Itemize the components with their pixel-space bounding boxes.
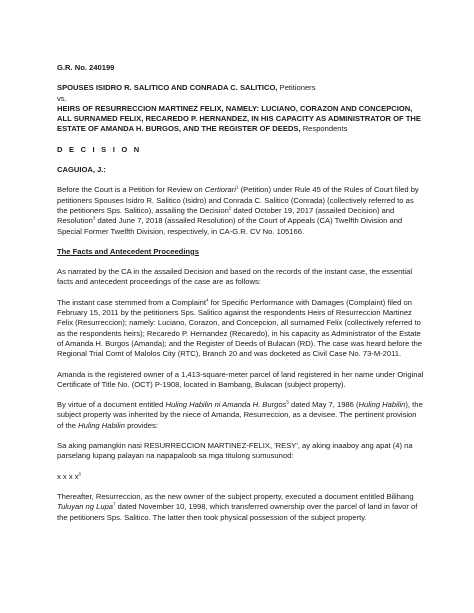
text-run-italic: Certiorari (204, 185, 236, 195)
text-run-italic: Tuluyan ng Lupa (57, 502, 114, 512)
text-run: Before the Court is a Petition for Review on (57, 185, 205, 195)
paragraph-complaint (57, 298, 424, 360)
footnote-ref[interactable]: 6 (78, 471, 82, 477)
footnote-ref[interactable]: 2 (228, 205, 232, 211)
text-run: for Specific Performance with Damages (Complaint) filed on February 15, 2011 by the petitioners Sps. Salitico against the respondents Heirs of Resurreccion Martinez Felix (Resurreccion); namely: Luciano, Corazon, and Concepcion, all surnamed Felix (collectively referred to as the respondents heirs); Recaredo P. Hernandez (Recaredo), in his capacity as Administrator of the Estate of Amanda H. Burgos (Amanda); and the Register of Deeds of Bulacan (RD). The case was heard before the Regional Trial Comt of Malolos City (RTC), Branch 20 and was docketed as Civil Case No. 73-M-2011. (57, 297, 422, 359)
text-run: dated May 7, 1986 ( (288, 400, 359, 410)
footnote-ref[interactable]: 7 (113, 501, 116, 507)
text-run: dated November 10, 1998, which transferred ownership over the parcel of land in favor of the petitioners Sps. Salitico. The latter then took physical possession of the subject property. (57, 502, 418, 522)
decision-title: D E C I S I O N (57, 144, 142, 154)
respondents-names: HEIRS OF RESURRECCION MARTINEZ FELIX, NAMELY: LUCIANO, CORAZON AND CONCEPCION, ALL SURNAMED FELIX, RECAREDO P. HERNANDEZ, IN HIS CAPACITY AS ADMINISTRATOR OF THE ESTATE OF AMANDA H. BURGOS, AND THE REGISTER OF DEEDS, (57, 103, 421, 134)
paragraph-quoted-provision: Sa aking pamangkin nasi RESURRECCION MARTINEZ-FELIX, 'RESY', ay aking inaaboy ang apat (4) na parselang lupang palayan na napapaloob sa mga titulong sumusunod: (57, 441, 413, 461)
petitioners (57, 83, 424, 93)
paragraph-sale (57, 492, 424, 523)
paragraph-huling-habilin (57, 400, 424, 431)
paragraph-ownership: Amanda is the registered owner of a 1,413-square-meter parcel of land registered in her name under Original Certificate of Title No. (OCT) P-1908, located in Bambang, Bulacan (subject property). (57, 369, 424, 389)
case-parties (57, 83, 424, 134)
respondents (57, 104, 424, 135)
petitioners-names: SPOUSES ISIDRO R. SALITICO AND CONRADA C. SALITICO, (57, 83, 278, 93)
respondents-label: Respondents (300, 124, 348, 134)
text-run: dated June 7, 2018 (assailed Resolution) of the Court of Appeals (CA) Twelfth Division and Special Former Twelfth Division, respectively, in CA-G.R. CV No. 105166. (57, 216, 403, 236)
footnote-ref[interactable]: 1 (235, 184, 239, 190)
footnote-ref[interactable]: 4 (205, 297, 209, 303)
paragraph-intro (57, 185, 424, 236)
footnote-ref[interactable]: 3 (92, 215, 96, 221)
text-run-italic: Huling Habilin (78, 420, 125, 430)
text-run-italic: Huling Habilin (358, 400, 406, 410)
paragraph-ellipsis (57, 472, 424, 482)
text-run-italic: Huling Habilin ni Amanda H. Burgos (165, 400, 287, 410)
text-run: By virtue of a document entitled (57, 400, 166, 410)
text-run: Thereafter, Resurreccion, as the new owner of the subject property, executed a document entitled Bilihang (57, 491, 414, 501)
text-run: ), the subject property was inherited by the niece of Amanda, Resurreccion, as a devisee. The pertinent provision of the (57, 400, 423, 430)
text-run: The instant case stemmed from a Complaint (57, 297, 206, 307)
text-run: dated October 19, 2017 (assailed Decision) and Resolution (57, 205, 395, 226)
text-run: provides: (124, 420, 158, 430)
footnote-ref[interactable]: 5 (286, 399, 289, 405)
ponente: CAGUIOA, J.: (57, 165, 106, 175)
section-heading: The Facts and Antecedent Proceedings (57, 246, 199, 256)
paragraph-narration: As narrated by the CA in the assailed Decision and based on the records of the instant case, the essential facts and antecedent proceedings of the case are as follows: (57, 267, 413, 287)
case-number: G.R. No. 240199 (57, 63, 115, 72)
text-run: x x x x (57, 471, 79, 481)
petitioners-label: Petitioners (277, 83, 316, 93)
versus: vs. (57, 93, 67, 103)
text-run: (Petition) under Rule 45 of the Rules of Court filed by petitioners Spouses Isidro R. Salitico (Isidro) and Conrada C. Salitico (Conrada) (collectively referred to as the petitioners Sps. Salitico), assailing the Decision (57, 185, 419, 215)
